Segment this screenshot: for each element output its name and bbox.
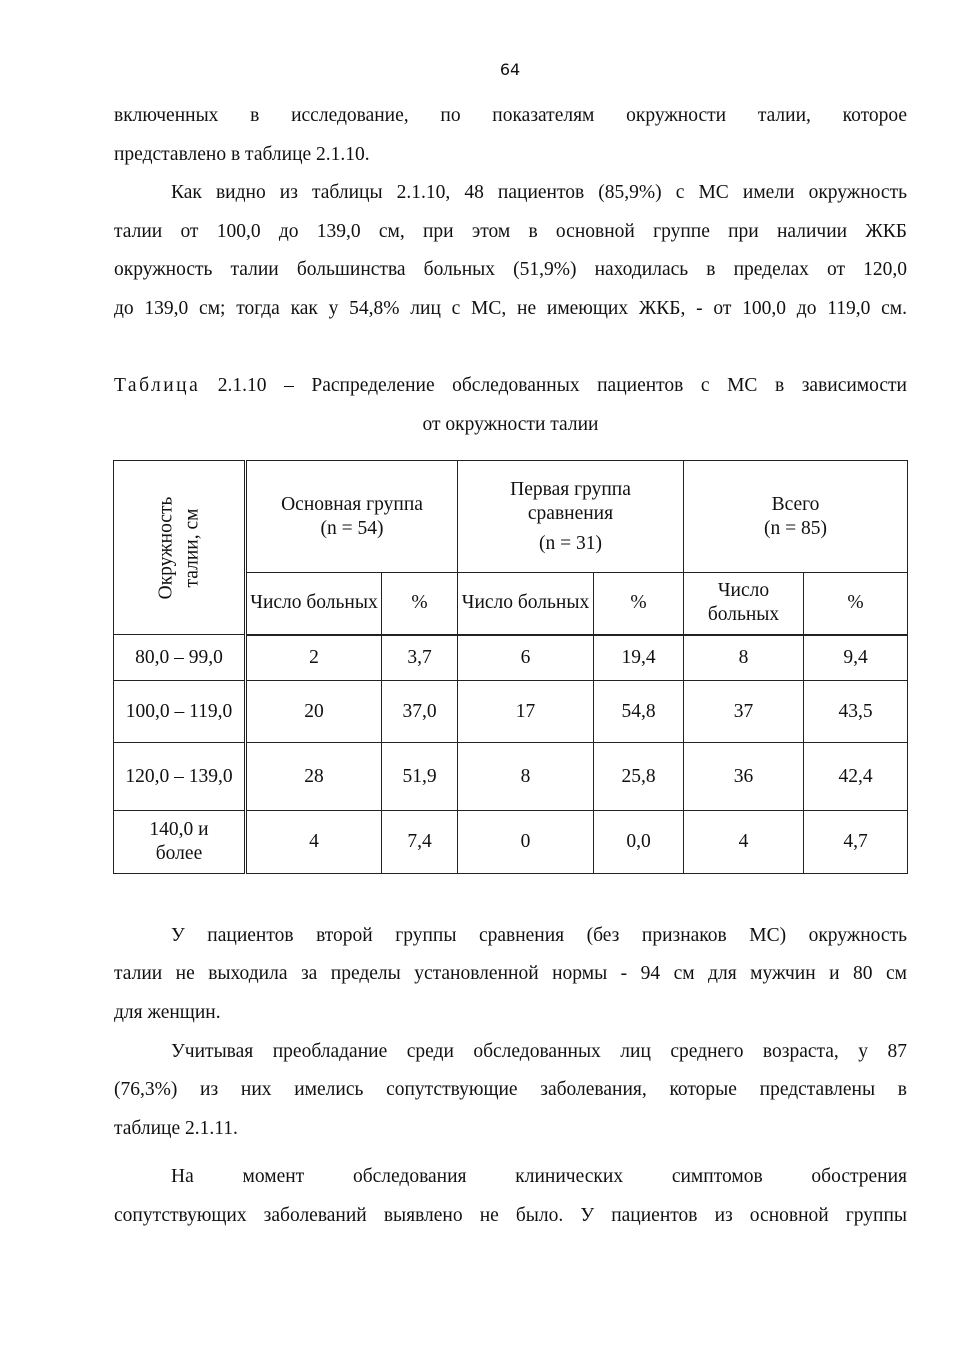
- row-label: 140,0 и более: [114, 811, 246, 874]
- cell: 8: [458, 743, 594, 811]
- cell: 37,0: [382, 681, 458, 743]
- paragraph-4-line-2: (76,3%) из них имелись сопутствующие заболевания, которые представлены в: [114, 1079, 907, 1100]
- table-row: [114, 681, 908, 743]
- cell: 7,4: [382, 811, 458, 874]
- table-row: [114, 743, 908, 811]
- cell: 43,5: [804, 681, 908, 743]
- group-main-title: Основная группа: [281, 493, 423, 515]
- paragraph-2-line-3: окружность талии большинства больных (51,9%) находилась в пределах от 120,0: [114, 259, 907, 280]
- cell: 0: [458, 811, 594, 874]
- cell: 42,4: [804, 743, 908, 811]
- row-label: 80,0 – 99,0: [114, 635, 246, 681]
- corner-header-line-2: талии, см: [180, 508, 202, 587]
- cell: 3,7: [382, 635, 458, 681]
- table-header-row: [114, 461, 908, 573]
- paragraph-2-line-1: Как видно из таблицы 2.1.10, 48 пациентов (85,9%) с МС имели окружность: [171, 182, 907, 203]
- cell: 2: [246, 635, 382, 681]
- cell: 4,7: [804, 811, 908, 874]
- group-total-n: (n = 85): [764, 517, 827, 539]
- cell: 36: [684, 743, 804, 811]
- group-first-n: (n = 31): [539, 532, 602, 554]
- subheader-count: Число больных: [246, 573, 382, 635]
- table-caption: [114, 374, 907, 398]
- table-caption-text: 2.1.10 – Распределение обследованных пациентов с МС в зависимости: [200, 375, 907, 396]
- cell: 19,4: [594, 635, 684, 681]
- cell: 8: [684, 635, 804, 681]
- waist-circumference-table: [113, 460, 908, 874]
- group-header-first-comparison: [458, 461, 684, 573]
- paragraph-2-line-4: до 139,0 см; тогда как у 54,8% лиц с МС, не имеющих ЖКБ, - от 100,0 до 119,0 см.: [114, 298, 907, 319]
- paragraph-4-line-3: таблице 2.1.11.: [114, 1118, 238, 1139]
- paragraph-2-line-2: талии от 100,0 до 139,0 см, при этом в основной группе при наличии ЖКБ: [114, 221, 907, 242]
- subheader-percent: %: [594, 573, 684, 635]
- subheader-percent: %: [804, 573, 908, 635]
- cell: 4: [246, 811, 382, 874]
- table-row: [114, 811, 908, 874]
- group-total-title: Всего: [771, 493, 820, 515]
- corner-header: [153, 496, 205, 599]
- paragraph-1-line-1: включенных в исследование, по показателям окружности талии, которое: [114, 105, 907, 126]
- paragraph-4-line-1: Учитывая преобладание среди обследованных лиц среднего возраста, у 87: [171, 1041, 907, 1062]
- group-header-total: [684, 461, 908, 573]
- cell: 17: [458, 681, 594, 743]
- cell: 4: [684, 811, 804, 874]
- corner-header-cell: [114, 461, 246, 635]
- corner-header-line-1: Окружность: [154, 496, 176, 599]
- page-number: 64: [499, 60, 521, 79]
- subheader-count: Число больных: [684, 573, 804, 635]
- cell: 51,9: [382, 743, 458, 811]
- group-first-title-2: сравнения: [527, 502, 614, 524]
- paragraph-5-line-1: На момент обследования клинических симптомов обострения: [171, 1166, 907, 1187]
- row-label: 100,0 – 119,0: [114, 681, 246, 743]
- cell: 9,4: [804, 635, 908, 681]
- paragraph-5-line-2: сопутствующих заболеваний выявлено не было. У пациентов из основной группы: [114, 1205, 907, 1226]
- paragraph-3-line-1: У пациентов второй группы сравнения (без признаков МС) окружность: [171, 925, 907, 946]
- cell: 20: [246, 681, 382, 743]
- group-main-n: (n = 54): [320, 517, 384, 539]
- cell: 28: [246, 743, 382, 811]
- cell: 37: [684, 681, 804, 743]
- cell: 25,8: [594, 743, 684, 811]
- table-caption-label: Таблица: [114, 375, 201, 396]
- cell: 0,0: [594, 811, 684, 874]
- subheader-count: Число больных: [458, 573, 594, 635]
- table-caption-line-2: от окружности талии: [422, 414, 599, 435]
- paragraph-1-line-2: представлено в таблице 2.1.10.: [114, 144, 370, 165]
- group-header-main: [246, 461, 458, 573]
- table-row: [114, 635, 908, 681]
- group-first-title-1: Первая группа: [510, 478, 631, 500]
- row-label: 120,0 – 139,0: [114, 743, 246, 811]
- paragraph-3-line-3: для женщин.: [114, 1002, 221, 1023]
- cell: 54,8: [594, 681, 684, 743]
- subheader-percent: %: [382, 573, 458, 635]
- cell: 6: [458, 635, 594, 681]
- paragraph-3-line-2: талии не выходила за пределы установленной нормы - 94 см для мужчин и 80 см: [114, 963, 907, 984]
